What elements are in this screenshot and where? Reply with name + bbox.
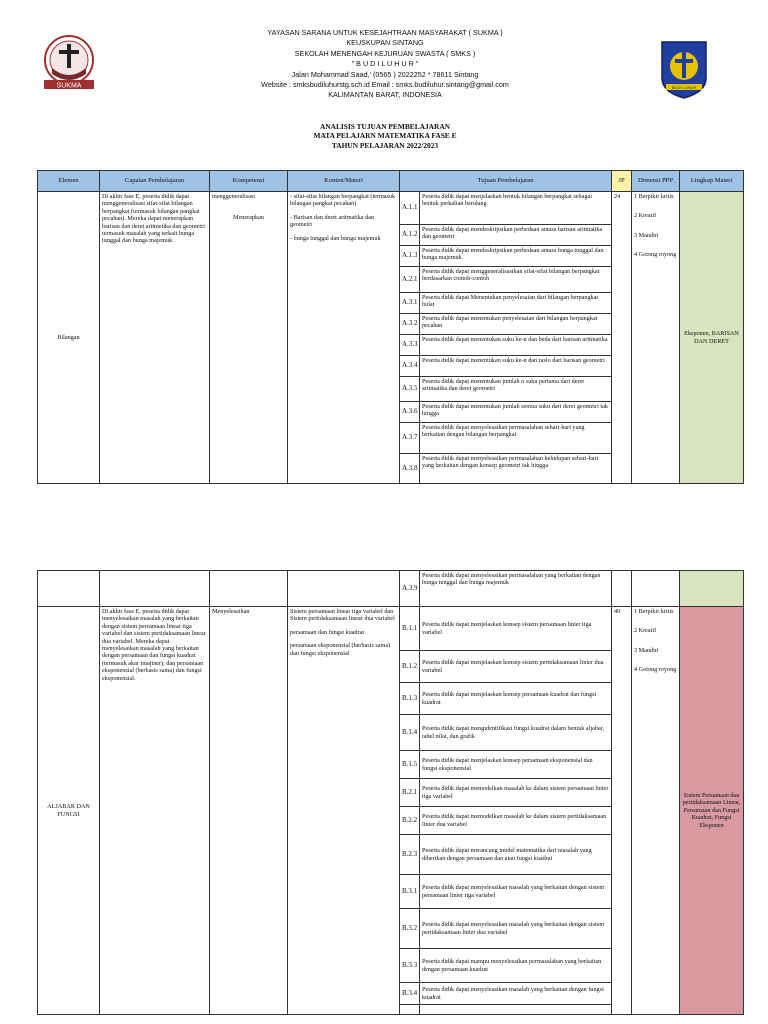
lingkup-cell-cont [680, 571, 744, 607]
header-line: SEKOLAH MENENGAH KEJURUAN SWASTA ( SMKS ) [294, 48, 476, 58]
budi-luhur-logo-icon [658, 38, 710, 100]
col-capaian: Capaian Pembelajaran [100, 171, 210, 192]
tp-text: Peserta didik dapat menjelaskan bentuk bilangan berpangkat sebagai bentuk perkalian berulang [420, 192, 612, 225]
doc-year: TAHUN PELAJARAN 2022/2023 [331, 140, 439, 150]
analysis-table-part2 [37, 570, 744, 1015]
col-elemen: Elemen [38, 171, 100, 192]
capaian-cell: Di akhir fase E, peserta didik dapat menyelesaikan masalah yang berkaitan dengan sistem persamaan linear tiga variabel dan sistem pertidaksamaan linear dua variabel. Mereka dapat menyelesaikan masalah yang berkaitan dengan persamaan dan fungsi kuadrat (termasuk akar imajiner), dan persamaan eksponensial (berbasis sama) dan fungsi eksponensial. [100, 607, 210, 1015]
table-row: B.2.2 Peserta didik dapat memodelkan masalah ke dalam sistem pertidaksamaan linier dua variabel [38, 807, 744, 835]
dimensi-cell: 1 Berpikir kritis 2 Kreatif 3 Mandiri 4 Gotong royong [632, 192, 680, 484]
table-row: A.2.1 Peserta didik dapat menggeneralisasikan sifat-sifat bilangan berpangkat berdasarkan contoh-contoh [38, 267, 744, 293]
kompetensi-cell: Menyelesaikan [210, 607, 288, 1015]
jp-cell: 40 [612, 607, 632, 1015]
table-row: B.3.4 Peserta didik dapat menyelesaikan masalah yang berkaitan dengan fungsi kuadrat [38, 983, 744, 1005]
svg-text:SUKMA: SUKMA [56, 82, 82, 90]
dimensi-cell: 1 Berpikir kritis 2 Kreatif 3 Mandiri 4 Gotong royong [632, 607, 680, 1015]
table-row: A.3.4 Peserta didik dapat menentukan suku ke-n dan rasio dari barisan geometri [38, 356, 744, 377]
table-header-row [38, 171, 744, 192]
table-row: A.3.1 Peserta didik dapat Menentukan penyelesaian dari bilangan berpangkat bulat [38, 293, 744, 314]
table-row: ALJABAR DAN FUNGSI Di akhir fase E, peserta didik dapat menyelesaikan masalah yang berkaitan dengan sistem persamaan linear tiga variabel dan sistem pertidaksamaan linear dua variabel. Mereka dapat menyelesaikan masalah yang berkaitan dengan persamaan dan fungsi kuadrat (termasuk akar imajiner), dan persamaan eksponensial (berbasis sama) dan fungsi eksponensial. Menyelesaikan Sistem persamaan linear tiga variabel dan Sistem pertidaksamaan linear dua variabel persamaan dan fungsi kuadrat persamaan eksponensial (berbasis sama) dan fungsi eksponensial B.1.1 Peserta didik dapat menjelaskan konsep sistem persamaan linier tiga variabel 40 1 Berpikir kritis 2 Kreatif 3 Mandiri 4 Gotong royong Sistem Persamaan dan pertidaksamaan Linear, Persamaan dan Fungsi Kuadrat, Fungsi Eksponen [38, 607, 744, 651]
table-row: A.3.3 Peserta didik dapat menentukan suku ke-n dan beda dari barisan aritmatika [38, 335, 744, 356]
col-kompetensi: Kompetensi [210, 171, 288, 192]
document-titles [200, 122, 570, 150]
elemen-cell: ALJABAR DAN FUNGSI [38, 607, 100, 1015]
konten-cell: - sifat-sifat bilangan berpangkat (termasuk bilangan pangkat pecahan) - Barisan dan deret aritmatika dan geometri - bunga tunggal dan bunga majemuk [288, 192, 400, 484]
header-line: Website : smksbudiluhurstg.sch.id Email : smks.budiluhur.sintang@gmail.com [261, 80, 509, 90]
table-row: B.2.3 Peserta didik dapat merancang model matematika dari masalah yang diberikan dengan persamaan dan atau fungsi kuadrat [38, 835, 744, 875]
kompetensi-cell: menggeneralisasi Menerapkan [210, 192, 288, 484]
header-line: KEUSKUPAN SINTANG [346, 38, 424, 48]
tp-code: A.3.9 [400, 571, 420, 607]
table-row: A.1.3 Peserta didik dapat mendeskripsikan perbedaan antara bunga tunggal dan bunga majemuk [38, 246, 744, 267]
capaian-cell: Di akhir fase E, peserta didik dapat menggeneralisasi sifat-sifat bilangan berpangkat (termasuk bilangan pangkat pecahan). Mereka dapat menerapkan barisan dan deret aritmetika dan geometri termasuk masalah yang terkait bunga tunggal dan bunga majemuk. [100, 192, 210, 484]
table-row: A.3.6 Peserta didik dapat menentukan jumlah semua suku dari deret geometri tak hingga [38, 402, 744, 423]
tp-code: A.1.1 [400, 192, 420, 225]
col-tujuan: Tujuan Pembelajaran [400, 171, 612, 192]
table-row [38, 192, 744, 225]
svg-text:BUDI LUHUR: BUDI LUHUR [671, 85, 697, 90]
table-row: B.1.2 Peserta didik dapat menjelaskan konsep sistem pertidaksamaan linier dua variabel [38, 651, 744, 683]
lingkup-cell: Sistem Persamaan dan pertidaksamaan Linear, Persamaan dan Fungsi Kuadrat, Fungsi Eksponen [680, 607, 744, 1015]
konten-cell: Sistem persamaan linear tiga variabel dan Sistem pertidaksamaan linear dua variabel persamaan dan fungsi kuadrat persamaan eksponensial (berbasis sama) dan fungsi eksponensial [288, 607, 400, 1015]
table-row: B.1.4 Peserta didik dapat mengidentifikasi fungsi kuadrat dalam bentuk aljabar, tabel nilai, dan grafik [38, 715, 744, 751]
table-row: A.3.2 Peserta didik dapat menentukan penyelesaian dari bilangan berpangkat pecahan [38, 314, 744, 335]
elemen-cell: Bilangan [38, 192, 100, 484]
school-header-text [190, 28, 580, 101]
doc-subtitle: MATA PELAJARN MATEMATIKA FASE E [313, 131, 457, 141]
table-row: A.3.7 Peserta didik dapat menyelesaikan permasalahan sehari-hari yang berkaitan dengan bilangan berpangkat [38, 423, 744, 454]
header-line: YAYASAN SARANA UNTUK KESEJAHTRAAN MASYARAKAT ( SUKMA ) [267, 28, 503, 37]
jp-cell: 24 [612, 192, 632, 484]
table-row: B.2.1 Peserta didik dapat memodelkan masalah ke dalam sistem persamaan linier tiga variabel [38, 779, 744, 807]
table-row: B.3.3 Peserta didik dapat mampu menyelesaikan permasalahan yang berkaitan dengan persamaan kuadrat [38, 949, 744, 983]
table-row: B.3.2 Peserta didik dapat menyelesaikan masalah yang berkaitan dengan sistem pertidaksamaan linier dua variabel [38, 909, 744, 949]
col-jp: JP [612, 171, 632, 192]
table-row: B.3.1 Peserta didik dapat menyelesaikan masalah yang berkaitan dengan sistem persamaan linier tiga variabel [38, 875, 744, 909]
header-line: Jalan Mohammad Saad,' (0565 ) 2022252 * 78611 Sintang [291, 69, 479, 79]
table-row: B.1.5 Peserta didik dapat menjelaskan konsep persamaan eksponensial dan fungsi eksponensial [38, 751, 744, 779]
col-dimensi: Dimensi PPP [632, 171, 680, 192]
col-lingkup: Lingkup Materi [680, 171, 744, 192]
header-line: " B U D I L U H U R " [351, 59, 419, 69]
table-row [38, 571, 744, 607]
table-row: B.1.3 Peserta didik dapat menjelaskan konsep persamaan kuadrat dan fungsi kuadrat [38, 683, 744, 715]
document-header [0, 0, 768, 170]
analysis-table-part1 [37, 170, 744, 484]
col-konten: Konten/Materi [288, 171, 400, 192]
tp-text: Peserta didik dapat menyelesaikan permasalahan yang berkaitan dengan bunga tunggal dan bunga majemuk [420, 571, 612, 607]
header-line: KALIMANTAN BARAT, INDONESIA [328, 90, 442, 100]
table-row: A.3.8 Peserta didik dapat menyelesaikan permasalahan kehidupan sehari-hari yang berkaitan dengan konsep geometri tak hingga [38, 454, 744, 484]
doc-title: ANALISIS TUJUAN PEMBELAJARAN [319, 122, 451, 131]
sukma-logo-icon [40, 34, 98, 94]
table-row: A.1.2 Peserta didik dapat mendeskripsikan perbedaan antara barisan aritmatika dan geometri [38, 225, 744, 246]
lingkup-cell: Eksponen, BARISAN DAN DERET [680, 192, 744, 484]
table-row: A.3.5 Peserta didik dapat menentukan jumlah n suku pertama dari deret aritmatika dan deret geometri [38, 377, 744, 402]
